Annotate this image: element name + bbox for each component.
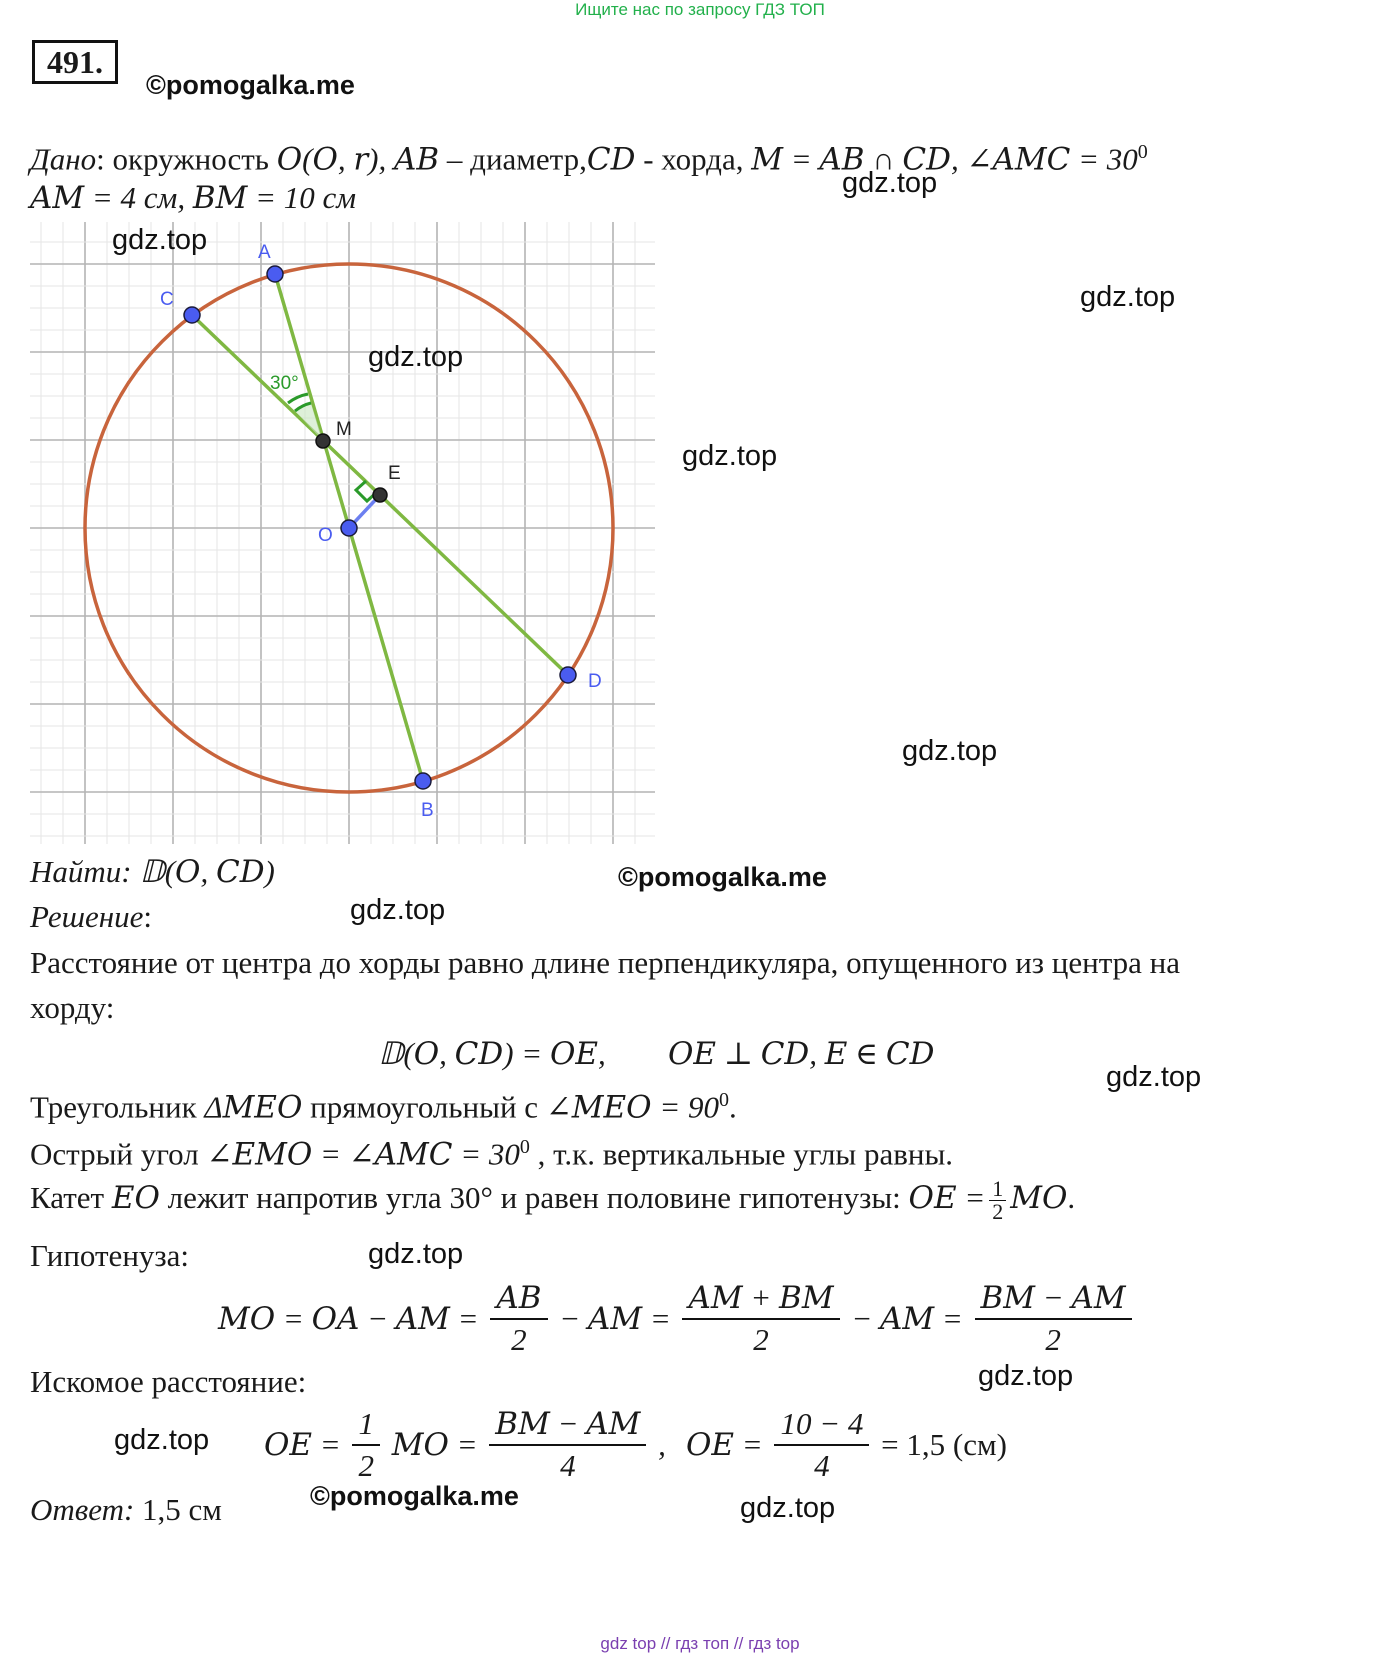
gdz-watermark: gdz.top (368, 341, 464, 373)
solution-paragraph-1b: хорду: (30, 990, 115, 1025)
f3-frac-1 (352, 1406, 380, 1484)
p2-text-c: прямоугольный с (302, 1089, 546, 1125)
f3-frac3-num: 10 − 4 (774, 1406, 869, 1446)
copyright-watermark: ©pomogalka.me (310, 1481, 519, 1511)
f3-frac1-den: 2 (358, 1448, 374, 1483)
p2-angle: ∠𝑀𝐸𝑂 = 90 (545, 1089, 719, 1125)
label-m: M (336, 419, 352, 440)
find-line (30, 852, 275, 892)
f3-frac3-den: 4 (814, 1448, 830, 1483)
f2-frac2-num: 𝐴𝑀 + 𝐵𝑀 (682, 1280, 839, 1320)
f2-frac-3 (975, 1280, 1132, 1358)
p3-text-c: , т.к. вертикальные углы равны. (529, 1136, 954, 1172)
p4-frac-num: 1 (989, 1178, 1006, 1201)
p4-text-a: Катет (30, 1180, 112, 1215)
f3-frac-3 (774, 1406, 869, 1484)
point-a (267, 266, 283, 282)
formula-hypotenuse (218, 1280, 1136, 1358)
solution-paragraph-5: Гипотенуза: (30, 1238, 190, 1273)
point-m (316, 434, 330, 448)
p3-angles: ∠𝐸𝑀𝑂 = ∠𝐴𝑀𝐶 = 30 (206, 1136, 520, 1172)
solution-label: Решение (30, 899, 144, 934)
f3-c: , (658, 1427, 666, 1462)
f2-c: − 𝐴𝑀 = (851, 1301, 963, 1336)
point-c (184, 307, 200, 323)
answer-label: Ответ: (30, 1492, 135, 1527)
f3-frac2-num: 𝐵𝑀 − 𝐴𝑀 (489, 1406, 646, 1446)
formula-result (264, 1406, 666, 1484)
gdz-watermark: gdz.top (682, 440, 778, 472)
p4-mo: 𝑀𝑂 (1010, 1180, 1068, 1215)
given-chord: - хорда, (635, 141, 752, 177)
gdz-watermark: gdz.top (112, 224, 208, 256)
f2-frac-2 (682, 1280, 839, 1358)
p4-end: . (1067, 1180, 1076, 1215)
f3-frac-2 (489, 1406, 646, 1484)
label-o: O (318, 525, 333, 546)
top-banner: Ищите нас по запросу ГДЗ ТОП (575, 0, 825, 19)
label-a: A (258, 242, 271, 263)
solution-paragraph-6: Искомое расстояние: (30, 1364, 307, 1399)
p4-frac-den: 2 (992, 1199, 1004, 1225)
formula-perpendicular: 𝑂𝐸 ⊥ 𝐶𝐷, 𝐸 ∈ 𝐶𝐷 (668, 1036, 935, 1071)
label-c: C (160, 289, 174, 310)
given-diameter: – диаметр, (439, 141, 587, 177)
gdz-watermark: gdz.top (902, 735, 998, 767)
p4-oe: 𝑂𝐸 = (908, 1180, 986, 1215)
f3-frac1-num: 1 (352, 1406, 380, 1446)
p2-text-a: Треугольник (30, 1089, 205, 1125)
geometry-figure (30, 222, 660, 847)
solution-colon: : (143, 899, 152, 934)
f3-a: 𝑂𝐸 = (264, 1427, 341, 1462)
label-d: D (588, 671, 602, 692)
point-d (560, 667, 576, 683)
problem-number: 491. (32, 40, 118, 84)
given-intersection: 𝑀 = 𝐴𝐵 ∩ 𝐶𝐷, ∠𝐴𝑀𝐶 = 30 (751, 141, 1138, 177)
find-text: : 𝔻(𝑂, 𝐶𝐷) (121, 854, 275, 889)
p3-degree: 0 (519, 1136, 530, 1158)
p4-fraction (989, 1178, 1006, 1223)
f2-frac3-den: 2 (1045, 1322, 1061, 1357)
f3-b: 𝑀𝑂 = (391, 1427, 478, 1462)
formula-distance: 𝔻(𝑂, 𝐶𝐷) = 𝑂𝐸, (378, 1036, 606, 1071)
solution-paragraph-4 (30, 1178, 1075, 1223)
gdz-watermark: gdz.top (842, 167, 938, 199)
p4-eo: 𝐸𝑂 (111, 1180, 160, 1215)
f2-a: 𝑀𝑂 = 𝑂𝐴 − 𝐴𝑀 = (218, 1301, 479, 1336)
f3-e: = 1,5 (см) (881, 1427, 1007, 1462)
solution-heading (30, 897, 152, 937)
f2-frac1-den: 2 (511, 1322, 527, 1357)
given-circle: 𝑂(𝑂, 𝑟) (276, 141, 379, 177)
given-label: Дано (30, 141, 97, 177)
f2-frac3-num: 𝐵𝑀 − 𝐴𝑀 (975, 1280, 1132, 1320)
answer-value: 1,5 см (134, 1492, 222, 1527)
given-line-1 (30, 132, 1148, 179)
p2-degree: 0 (719, 1089, 729, 1111)
point-o (341, 520, 357, 536)
gdz-watermark: gdz.top (114, 1424, 210, 1456)
f2-frac1-num: 𝐴𝐵 (490, 1280, 547, 1320)
footer-links: gdz top // гдз топ // гдз top (600, 1634, 800, 1653)
angle-label: 30° (270, 373, 299, 394)
solution-paragraph-1: Расстояние от центра до хорды равно длине перпендикуляра, опущенного из центра на (30, 945, 1181, 980)
f3-d: 𝑂𝐸 = (686, 1427, 763, 1462)
gdz-watermark: gdz.top (350, 894, 446, 926)
p2-triangle: Δ𝑀𝐸𝑂 (204, 1089, 303, 1125)
solution-paragraph-2 (30, 1080, 737, 1127)
given-cd: 𝐶𝐷 (586, 141, 636, 177)
copyright-watermark: ©pomogalka.me (618, 862, 827, 892)
copyright-watermark: ©pomogalka.me (146, 70, 355, 100)
gdz-watermark: gdz.top (368, 1238, 464, 1270)
point-e (373, 488, 387, 502)
answer-line (30, 1490, 222, 1530)
find-label: Найти (30, 854, 122, 889)
gdz-watermark: gdz.top (740, 1492, 836, 1524)
gdz-watermark: gdz.top (1080, 281, 1176, 313)
label-b: B (421, 800, 434, 821)
f3-frac2-den: 4 (560, 1448, 576, 1483)
label-e: E (388, 463, 401, 484)
point-b (415, 773, 431, 789)
given-degree: 0 (1137, 141, 1148, 163)
solution-paragraph-3 (30, 1127, 953, 1174)
p2-end: . (729, 1089, 737, 1125)
formula-numeric (686, 1406, 1007, 1484)
f2-b: − 𝐴𝑀 = (559, 1301, 671, 1336)
p4-text-c: лежит напротив угла 30° и равен половине гипотенузы: (159, 1180, 909, 1215)
given-text: : окружность (96, 141, 277, 177)
p3-text-a: Острый угол (30, 1136, 207, 1172)
given-line-2: 𝐴𝑀 = 4 см, 𝐵𝑀 = 10 см (30, 180, 357, 215)
f2-frac2-den: 2 (753, 1322, 769, 1357)
gdz-watermark: gdz.top (1106, 1061, 1202, 1093)
f2-frac-1 (490, 1280, 547, 1358)
gdz-watermark: gdz.top (978, 1360, 1074, 1392)
given-ab: , 𝐴𝐵 (378, 141, 440, 177)
